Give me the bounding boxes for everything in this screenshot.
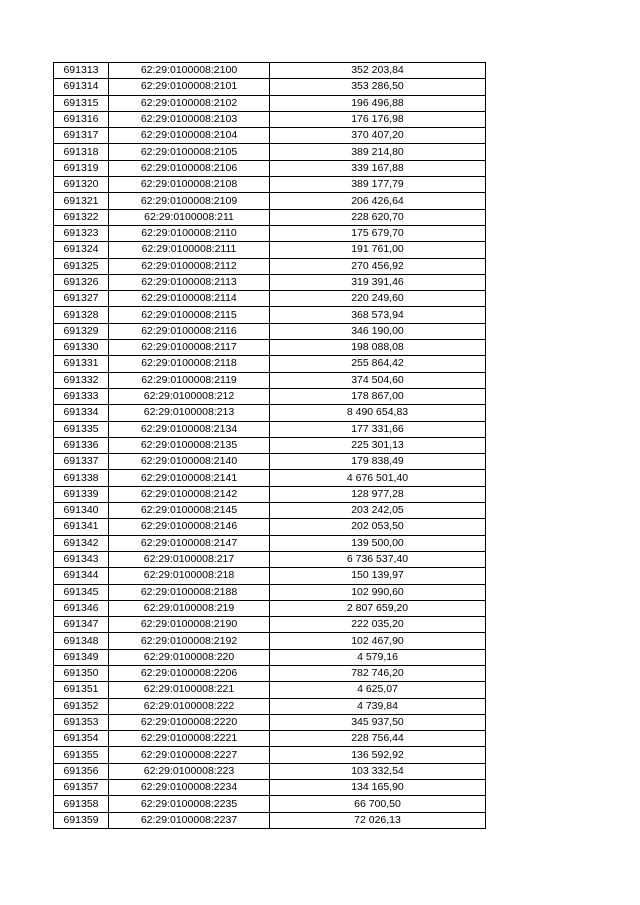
cadastral-value-cell: 150 139,97 [270,568,486,584]
cadastral-number-cell: 62:29:0100008:2111 [109,242,270,258]
row-id-cell: 691350 [54,665,109,681]
table-row [54,649,486,665]
table-row [54,388,486,404]
cadastral-number-cell: 62:29:0100008:2106 [109,160,270,176]
cadastral-value-cell: 177 331,66 [270,421,486,437]
cadastral-number-cell: 62:29:0100008:2115 [109,307,270,323]
cadastral-number-cell: 62:29:0100008:2108 [109,177,270,193]
cadastral-value-cell: 228 620,70 [270,209,486,225]
row-id-cell: 691341 [54,519,109,535]
row-id-cell: 691352 [54,698,109,714]
cadastral-number-cell: 62:29:0100008:2109 [109,193,270,209]
row-id-cell: 691333 [54,388,109,404]
table-row [54,242,486,258]
cadastral-value-cell: 102 467,90 [270,633,486,649]
row-id-cell: 691340 [54,503,109,519]
row-id-cell: 691355 [54,747,109,763]
row-id-cell: 691331 [54,356,109,372]
row-id-cell: 691338 [54,470,109,486]
table-row [54,698,486,714]
table-row [54,714,486,730]
cadastral-value-cell: 225 301,13 [270,437,486,453]
cadastral-number-cell: 62:29:0100008:2227 [109,747,270,763]
cadastral-number-cell: 62:29:0100008:223 [109,763,270,779]
cadastral-value-cell: 370 407,20 [270,128,486,144]
cadastral-number-cell: 62:29:0100008:2141 [109,470,270,486]
cadastral-value-cell: 206 426,64 [270,193,486,209]
cadastral-number-cell: 62:29:0100008:220 [109,649,270,665]
row-id-cell: 691356 [54,763,109,779]
table-row [54,551,486,567]
cadastral-number-cell: 62:29:0100008:2100 [109,63,270,79]
table-row [54,486,486,502]
table-row [54,535,486,551]
table-row [54,568,486,584]
cadastral-number-cell: 62:29:0100008:221 [109,682,270,698]
cadastral-number-cell: 62:29:0100008:2221 [109,731,270,747]
cadastral-number-cell: 62:29:0100008:2104 [109,128,270,144]
row-id-cell: 691315 [54,95,109,111]
cadastral-number-cell: 62:29:0100008:2235 [109,796,270,812]
row-id-cell: 691323 [54,225,109,241]
row-id-cell: 691318 [54,144,109,160]
row-id-cell: 691349 [54,649,109,665]
cadastral-number-cell: 62:29:0100008:2237 [109,812,270,828]
row-id-cell: 691334 [54,405,109,421]
cadastral-number-cell: 62:29:0100008:2103 [109,111,270,127]
table-row [54,682,486,698]
cadastral-number-cell: 62:29:0100008:2134 [109,421,270,437]
cadastral-value-cell: 389 177,79 [270,177,486,193]
row-id-cell: 691357 [54,780,109,796]
cadastral-value-cell: 6 736 537,40 [270,551,486,567]
row-id-cell: 691345 [54,584,109,600]
row-id-cell: 691351 [54,682,109,698]
row-id-cell: 691313 [54,63,109,79]
row-id-cell: 691321 [54,193,109,209]
cadastral-number-cell: 62:29:0100008:2117 [109,340,270,356]
cadastral-number-cell: 62:29:0100008:2234 [109,780,270,796]
cadastral-value-cell: 4 739,84 [270,698,486,714]
table-row [54,160,486,176]
table-row [54,796,486,812]
cadastral-value-cell: 176 176,98 [270,111,486,127]
table-row [54,63,486,79]
cadastral-value-cell: 346 190,00 [270,323,486,339]
cadastral-number-cell: 62:29:0100008:2192 [109,633,270,649]
row-id-cell: 691314 [54,79,109,95]
table-row [54,274,486,290]
row-id-cell: 691325 [54,258,109,274]
table-row [54,79,486,95]
row-id-cell: 691337 [54,454,109,470]
cadastral-number-cell: 62:29:0100008:2118 [109,356,270,372]
cadastral-value-cell: 4 579,16 [270,649,486,665]
cadastral-value-cell: 139 500,00 [270,535,486,551]
cadastral-value-cell: 228 756,44 [270,731,486,747]
cadastral-value-cell: 374 504,60 [270,372,486,388]
cadastral-number-cell: 62:29:0100008:2135 [109,437,270,453]
table-row [54,258,486,274]
table-row [54,177,486,193]
row-id-cell: 691344 [54,568,109,584]
cadastral-value-cell: 134 165,90 [270,780,486,796]
cadastral-number-cell: 62:29:0100008:2147 [109,535,270,551]
table-row [54,747,486,763]
table-row [54,454,486,470]
row-id-cell: 691316 [54,111,109,127]
cadastral-value-cell: 136 592,92 [270,747,486,763]
table-row [54,600,486,616]
cadastral-value-cell: 72 026,13 [270,812,486,828]
table-row [54,193,486,209]
row-id-cell: 691335 [54,421,109,437]
cadastral-number-cell: 62:29:0100008:2112 [109,258,270,274]
table-row [54,95,486,111]
table-row [54,111,486,127]
row-id-cell: 691343 [54,551,109,567]
cadastral-number-cell: 62:29:0100008:2119 [109,372,270,388]
cadastral-number-cell: 62:29:0100008:2113 [109,274,270,290]
table-row [54,470,486,486]
row-id-cell: 691327 [54,291,109,307]
cadastral-number-cell: 62:29:0100008:212 [109,388,270,404]
cadastral-number-cell: 62:29:0100008:222 [109,698,270,714]
table-row [54,372,486,388]
table-row [54,437,486,453]
cadastral-value-cell: 368 573,94 [270,307,486,323]
table-row [54,503,486,519]
cadastral-number-cell: 62:29:0100008:2102 [109,95,270,111]
cadastral-value-cell: 2 807 659,20 [270,600,486,616]
table-row [54,665,486,681]
cadastral-number-cell: 62:29:0100008:2188 [109,584,270,600]
cadastral-value-table [53,62,486,829]
cadastral-value-cell: 202 053,50 [270,519,486,535]
cadastral-value-cell: 178 867,00 [270,388,486,404]
row-id-cell: 691336 [54,437,109,453]
cadastral-number-cell: 62:29:0100008:2116 [109,323,270,339]
cadastral-number-cell: 62:29:0100008:2220 [109,714,270,730]
cadastral-value-cell: 175 679,70 [270,225,486,241]
table-row [54,144,486,160]
cadastral-value-cell: 255 864,42 [270,356,486,372]
table-row [54,731,486,747]
cadastral-value-cell: 203 242,05 [270,503,486,519]
cadastral-number-cell: 62:29:0100008:2114 [109,291,270,307]
cadastral-value-cell: 222 035,20 [270,617,486,633]
row-id-cell: 691346 [54,600,109,616]
cadastral-number-cell: 62:29:0100008:218 [109,568,270,584]
table-row [54,633,486,649]
cadastral-value-cell: 782 746,20 [270,665,486,681]
table-row [54,421,486,437]
row-id-cell: 691326 [54,274,109,290]
table-row [54,780,486,796]
cadastral-value-cell: 191 761,00 [270,242,486,258]
row-id-cell: 691359 [54,812,109,828]
row-id-cell: 691353 [54,714,109,730]
row-id-cell: 691317 [54,128,109,144]
cadastral-value-cell: 102 990,60 [270,584,486,600]
table-row [54,209,486,225]
cadastral-value-cell: 128 977,28 [270,486,486,502]
table-row [54,340,486,356]
cadastral-value-cell: 179 838,49 [270,454,486,470]
cadastral-number-cell: 62:29:0100008:213 [109,405,270,421]
row-id-cell: 691354 [54,731,109,747]
table-row [54,812,486,828]
cadastral-value-cell: 389 214,80 [270,144,486,160]
cadastral-value-cell: 4 625,07 [270,682,486,698]
row-id-cell: 691324 [54,242,109,258]
table-body [54,63,486,829]
cadastral-value-cell: 220 249,60 [270,291,486,307]
table-row [54,405,486,421]
cadastral-value-cell: 8 490 654,83 [270,405,486,421]
cadastral-value-cell: 4 676 501,40 [270,470,486,486]
cadastral-number-cell: 62:29:0100008:2105 [109,144,270,160]
row-id-cell: 691358 [54,796,109,812]
cadastral-value-cell: 66 700,50 [270,796,486,812]
table-row [54,584,486,600]
cadastral-value-cell: 339 167,88 [270,160,486,176]
cadastral-value-cell: 198 088,08 [270,340,486,356]
cadastral-value-cell: 352 203,84 [270,63,486,79]
row-id-cell: 691330 [54,340,109,356]
table-row [54,519,486,535]
table-row [54,225,486,241]
table-row [54,617,486,633]
cadastral-number-cell: 62:29:0100008:2190 [109,617,270,633]
row-id-cell: 691347 [54,617,109,633]
cadastral-number-cell: 62:29:0100008:2145 [109,503,270,519]
row-id-cell: 691342 [54,535,109,551]
cadastral-number-cell: 62:29:0100008:2101 [109,79,270,95]
table-row [54,291,486,307]
cadastral-number-cell: 62:29:0100008:2146 [109,519,270,535]
cadastral-number-cell: 62:29:0100008:219 [109,600,270,616]
table-row [54,128,486,144]
row-id-cell: 691320 [54,177,109,193]
table-row [54,356,486,372]
row-id-cell: 691329 [54,323,109,339]
cadastral-value-cell: 345 937,50 [270,714,486,730]
cadastral-number-cell: 62:29:0100008:211 [109,209,270,225]
cadastral-number-cell: 62:29:0100008:2206 [109,665,270,681]
cadastral-number-cell: 62:29:0100008:2140 [109,454,270,470]
cadastral-value-cell: 270 456,92 [270,258,486,274]
row-id-cell: 691348 [54,633,109,649]
row-id-cell: 691328 [54,307,109,323]
table-row [54,323,486,339]
table-row [54,763,486,779]
cadastral-number-cell: 62:29:0100008:217 [109,551,270,567]
cadastral-value-cell: 196 496,88 [270,95,486,111]
row-id-cell: 691332 [54,372,109,388]
row-id-cell: 691322 [54,209,109,225]
row-id-cell: 691319 [54,160,109,176]
cadastral-value-cell: 353 286,50 [270,79,486,95]
row-id-cell: 691339 [54,486,109,502]
cadastral-value-cell: 319 391,46 [270,274,486,290]
cadastral-number-cell: 62:29:0100008:2142 [109,486,270,502]
table-row [54,307,486,323]
cadastral-number-cell: 62:29:0100008:2110 [109,225,270,241]
cadastral-value-cell: 103 332,54 [270,763,486,779]
